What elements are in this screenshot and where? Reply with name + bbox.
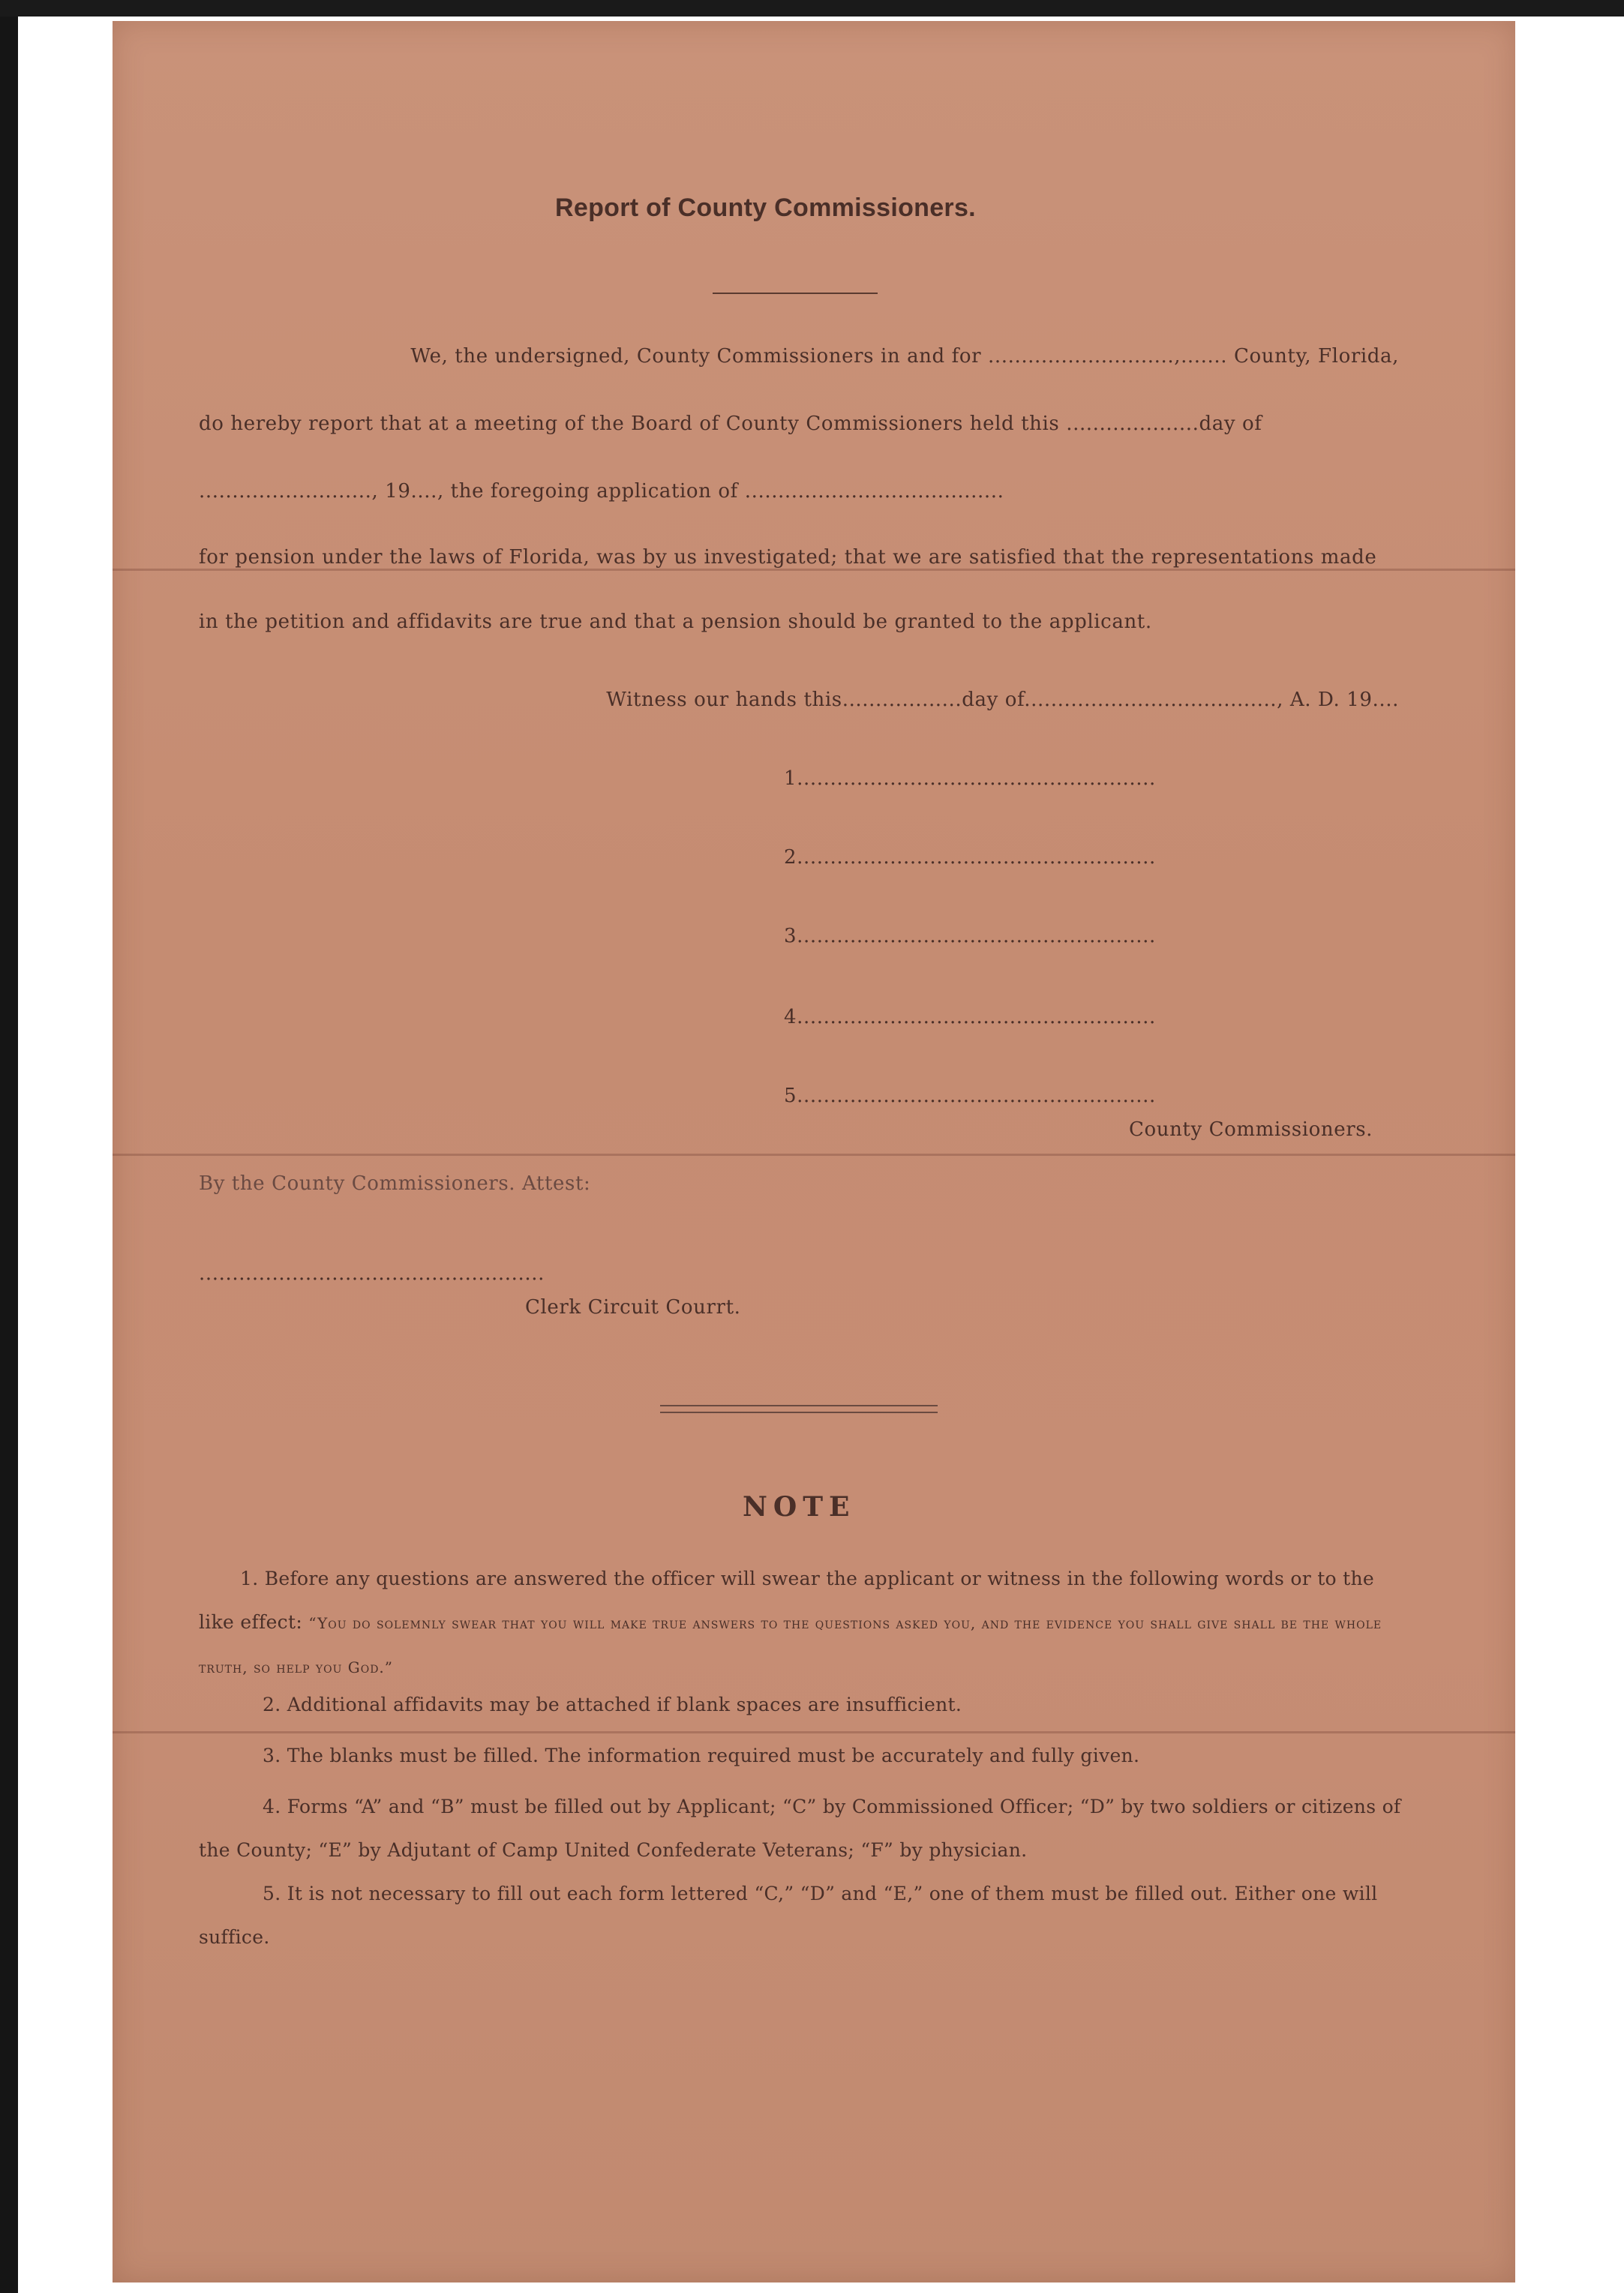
- form-text-line-3: .........................., 19...., the foregoing application of .......................................: [199, 480, 1004, 503]
- form-text-line-4: for pension under the laws of Florida, was by us investigated; that we are satisfied that the representations made: [199, 546, 1377, 569]
- signature-line-3: 3......................................................: [784, 925, 1156, 947]
- note-item-3: 3. The blanks must be filled. The information required must be accurately and fully given.: [263, 1745, 1140, 1766]
- note-item-1-oath: “You do solemnly swear that you will make true answers to the questions asked you, and the evidence you shall give shall be the whole truth, so help you God.”: [199, 1614, 1382, 1676]
- note-item-4: 4. Forms “A” and “B” must be filled out by Applicant; “C” by Commissioned Officer; “D” by two soldiers or citizens of the County; “E” by Adjutant of Camp United Confederate Veterans; “F” by physician.: [199, 1796, 1401, 1861]
- note-item-1: [199, 1557, 1406, 1689]
- note-title: NOTE: [743, 1491, 856, 1523]
- scan-border-top: [0, 0, 1624, 17]
- signature-line-1: 1......................................................: [784, 767, 1156, 790]
- document-page: [113, 21, 1515, 2282]
- note-item-5: 5. It is not necessary to fill out each form lettered “C,” “D” and “E,” one of them must be filled out. Either one will suffice.: [199, 1883, 1378, 1948]
- note-item-1-text: 1. Before any questions are answered the officer will swear the applicant or witness in the following words or to the like effect:: [199, 1568, 1374, 1633]
- paper-fold-line: [113, 569, 1515, 571]
- form-text-line-2: do hereby report that at a meeting of the Board of County Commissioners held this ....................day of: [199, 413, 1262, 435]
- signature-line-2: 2......................................................: [784, 846, 1156, 869]
- form-text-line-5: in the petition and affidavits are true and that a pension should be granted to the applicant.: [199, 611, 1152, 633]
- form-text-line-1: We, the undersigned, County Commissioners in and for ............................,....... County, Florida,: [410, 345, 1399, 368]
- signature-line-4: 4......................................................: [784, 1006, 1156, 1028]
- scan-border-left: [0, 0, 18, 2293]
- clerk-caption: Clerk Circuit Courrt.: [525, 1296, 741, 1319]
- signature-line-5: 5......................................................: [784, 1085, 1156, 1107]
- title-divider: [713, 293, 878, 294]
- section-divider: [660, 1405, 938, 1413]
- commissioners-caption: County Commissioners.: [1129, 1118, 1373, 1141]
- attest-line: By the County Commissioners. Attest:: [199, 1172, 591, 1195]
- page-title: Report of County Commissioners.: [555, 194, 976, 222]
- paper-fold-line: [113, 1154, 1515, 1156]
- witness-line: Witness our hands this..................day of......................................, A. D. 19....: [606, 689, 1399, 711]
- paper-fold-line: [113, 1731, 1515, 1733]
- clerk-signature-line: ....................................................: [199, 1262, 545, 1285]
- note-item-2: 2. Additional affidavits may be attached if blank spaces are insufficient.: [263, 1694, 962, 1715]
